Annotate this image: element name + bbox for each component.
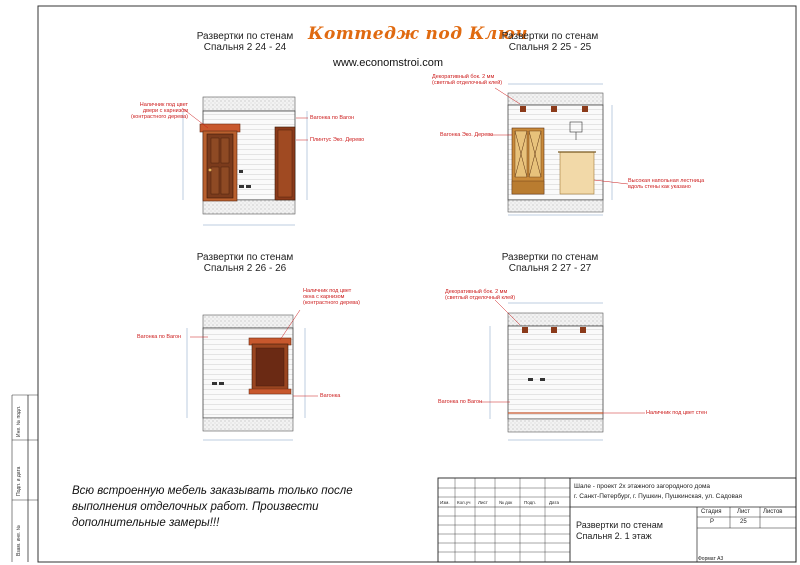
callout-v2-left: Вагонка Эко. Дерево — [440, 132, 494, 138]
view-heading: Развертки по стенам — [196, 31, 294, 42]
elevation-25 — [490, 84, 628, 215]
callout-v1-right-1: Вагонка по Вагон — [310, 115, 355, 121]
callout-v4-left: Вагонка по Вагон — [438, 399, 483, 405]
furniture-note — [72, 483, 402, 531]
project-line: г. Санкт-Петербург, г. Пушкин, Пушкинская, ул. Садовая — [574, 493, 742, 500]
callout-v4-right: Наличник под цвет стен — [646, 410, 708, 416]
callout-line: (контрастного дерева) — [130, 114, 188, 120]
sheet-label: Лист — [737, 509, 751, 515]
note-line: выполнения отделочных работ. Произвести — [72, 501, 319, 513]
view-subtitle: Спальня 2 27 - 27 — [508, 263, 592, 274]
col-kol: Кол.уч — [457, 500, 471, 505]
col-izm: Изм. — [440, 500, 450, 505]
side-label-replace: Взам. инв. № — [16, 525, 22, 556]
view-heading: Развертки по стенам — [196, 252, 294, 263]
stage-value: Р — [710, 519, 715, 525]
title-block-sheet-title — [576, 520, 663, 542]
elevation-24 — [182, 97, 308, 225]
callout-line: (светлый отделочный клей) — [432, 80, 503, 86]
callout-line: (светлый отделочный клей) — [445, 295, 516, 301]
sheet-title-line: Развертки по стенам — [576, 520, 663, 530]
callout-v3-right: Вагонка — [320, 393, 341, 399]
callout-line: двери с карнизом — [142, 108, 188, 114]
col-date: Дата — [549, 500, 559, 505]
view-heading: Развертки по стенам — [501, 31, 599, 42]
elevation-27 — [480, 300, 645, 440]
callout-v4-top — [445, 289, 515, 301]
stage-label: Стадия — [701, 509, 722, 515]
callout-v1-right-2: Плинтус Эко. Дерево — [310, 137, 365, 143]
view-27-title — [495, 252, 605, 274]
view-25-title — [495, 31, 605, 53]
note-line: дополнительные замеры!!! — [72, 517, 220, 529]
view-26-title — [190, 252, 300, 274]
callout-v2-right — [628, 178, 704, 190]
callout-line: вдоль стены как указано — [628, 184, 691, 190]
format-label: Формат А3 — [698, 556, 724, 562]
view-subtitle: Спальня 2 24 - 24 — [203, 42, 287, 53]
col-list: Лист — [478, 500, 488, 505]
callout-line: Наличник под цвет — [139, 102, 188, 108]
callout-v2-top — [432, 74, 502, 86]
sheet-title-line: Спальня 2. 1 этаж — [576, 531, 652, 541]
view-heading: Развертки по стенам — [501, 252, 599, 263]
callout-v3-left: Вагонка по Вагон — [137, 334, 182, 340]
view-subtitle: Спальня 2 26 - 26 — [203, 263, 287, 274]
view-24-title — [190, 31, 300, 53]
sheet-value: 25 — [740, 519, 747, 525]
col-doc: № док — [499, 500, 513, 505]
callout-line: Декоративный бок. 2 мм — [432, 74, 495, 80]
project-line: Шале - проект 2х этажного загородного дома — [574, 483, 711, 490]
brand-logo: Коттедж под Ключ — [308, 24, 529, 44]
elevation-26 — [187, 310, 318, 440]
side-label-inv: Инв. № подл. — [16, 405, 22, 437]
col-podp: Подп. — [524, 500, 536, 505]
callout-line: (контрастного дерева) — [303, 300, 361, 306]
callout-v3-top — [303, 288, 360, 306]
callout-line: Высокая напольная лестница — [628, 178, 705, 184]
callout-line: Декоративный бок. 2 мм — [445, 289, 508, 295]
sheets-label: Листов — [763, 509, 783, 515]
callout-line: Наличник под цвет — [303, 288, 352, 294]
brand-website: www.economstroi.com — [333, 57, 444, 69]
callout-line: окна с карнизом — [303, 294, 345, 300]
view-subtitle: Спальня 2 25 - 25 — [508, 42, 592, 53]
note-line: Всю встроенную мебель заказывать только после — [72, 485, 353, 497]
side-label-sign: Подп. и дата — [16, 466, 22, 496]
title-block-project — [574, 482, 742, 502]
callout-v1-left — [128, 102, 188, 120]
